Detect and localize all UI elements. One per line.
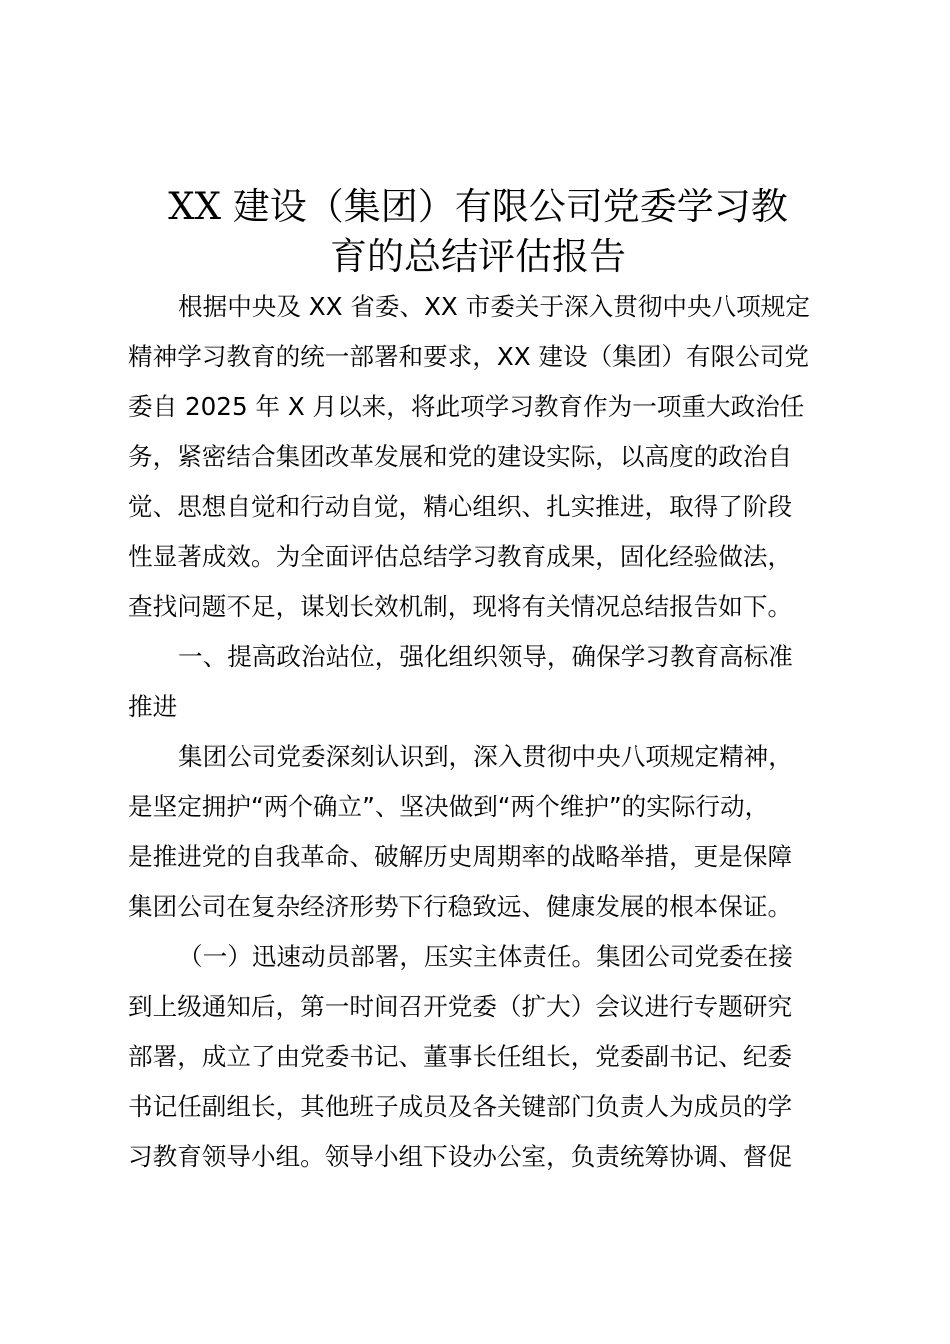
text-line: 根据中央及 XX 省委、XX 市委关于深入贯彻中央八项规定 [178,292,810,321]
text-line: 务，紧密结合集团改革发展和党的建设实际，以高度的政治自 [128,442,793,471]
section-heading [128,632,834,732]
text-line: 到上级通知后，第一时间召开党委（扩大）会议进行专题研究 [128,992,793,1021]
text-line: 习教育领导小组。领导小组下设办公室，负责统筹协调、督促 [128,1142,793,1171]
text-line: 部署，成立了由党委书记、董事长任组长，党委副书记、纪委 [128,1042,793,1071]
text-line: 觉、思想自觉和行动自觉，精心组织、扎实推进，取得了阶段 [128,492,793,521]
title-line: XX 建设（集团）有限公司党委学习教 [168,185,788,228]
text-line: 一、提高政治站位，强化组织领导，确保学习教育高标准 [178,642,793,671]
text-line: 是坚定拥护“两个确立”、坚决做到“两个维护”的实际行动， [128,792,770,821]
text-line: 集团公司在复杂经济形势下行稳致远、健康发展的根本保证。 [128,892,793,921]
text-line: 性显著成效。为全面评估总结学习教育成果，固化经验做法， [128,542,793,571]
text-line: 委自 2025 年 X 月以来，将此项学习教育作为一项重大政治任 [128,392,805,421]
text-line: 推进 [128,692,178,721]
text-line: （一）迅速动员部署，压实主体责任。集团公司党委在接 [178,942,793,971]
intro-paragraph [128,282,834,632]
text-line: 书记任副组长，其他班子成员及各关键部门负责人为成员的学 [128,1092,793,1121]
document-body [128,282,834,1182]
text-line: 查找问题不足，谋划长效机制，现将有关情况总结报告如下。 [128,592,793,621]
section-item-paragraph [128,932,834,1182]
text-line: 精神学习教育的统一部署和要求，XX 建设（集团）有限公司党 [128,342,809,371]
section-intro-paragraph [128,732,834,932]
text-line: 集团公司党委深刻认识到，深入贯彻中央八项规定精神， [178,742,793,771]
text-line: 是推进党的自我革命、破解历史周期率的战略举措，更是保障 [128,842,793,871]
document-title [128,182,828,282]
title-line: 育的总结评估报告 [330,235,626,278]
